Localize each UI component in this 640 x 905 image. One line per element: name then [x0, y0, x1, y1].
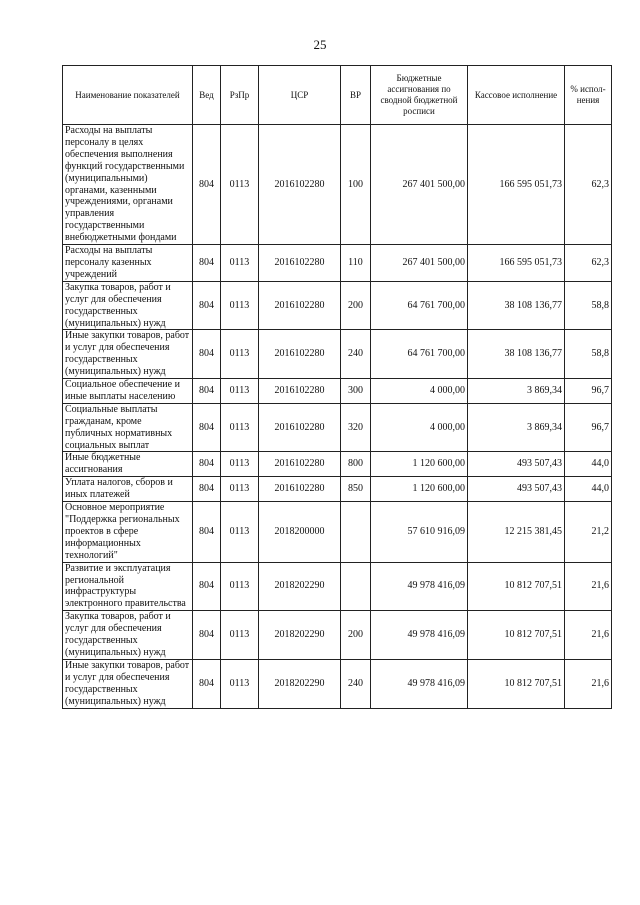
row-plan: 1 120 600,00: [371, 452, 468, 477]
table-row: [63, 125, 612, 245]
budget-execution-table: [62, 65, 612, 709]
header-name: Наименование показателей: [63, 66, 193, 125]
table-row: [63, 452, 612, 477]
row-ved: 804: [193, 452, 221, 477]
row-rzpr: 0113: [221, 330, 259, 379]
table-row: [63, 611, 612, 660]
row-csr: 2016102280: [259, 281, 341, 330]
row-plan: 267 401 500,00: [371, 125, 468, 245]
row-vr: 300: [341, 379, 371, 404]
row-rzpr: 0113: [221, 403, 259, 452]
row-rzpr: 0113: [221, 477, 259, 502]
row-name: Основное мероприятие "Поддержка региональных проектов в сфере информационных технологий": [63, 502, 193, 563]
row-plan: 4 000,00: [371, 379, 468, 404]
row-rzpr: 0113: [221, 379, 259, 404]
row-pct: 62,3: [565, 125, 612, 245]
row-exec: 493 507,43: [468, 477, 565, 502]
row-pct: 44,0: [565, 477, 612, 502]
row-exec: 166 595 051,73: [468, 125, 565, 245]
row-plan: 64 761 700,00: [371, 330, 468, 379]
row-rzpr: 0113: [221, 452, 259, 477]
row-plan: 1 120 600,00: [371, 477, 468, 502]
header-pct: % испол-нения: [565, 66, 612, 125]
row-vr: 200: [341, 611, 371, 660]
row-vr: 850: [341, 477, 371, 502]
row-name: Социальные выплаты гражданам, кроме публичных нормативных социальных выплат: [63, 403, 193, 452]
table-row: [63, 403, 612, 452]
table-row: [63, 562, 612, 611]
row-rzpr: 0113: [221, 502, 259, 563]
table-row: [63, 659, 612, 708]
row-csr: 2018202290: [259, 611, 341, 660]
row-csr: 2018200000: [259, 502, 341, 563]
row-pct: 96,7: [565, 379, 612, 404]
row-plan: 49 978 416,09: [371, 611, 468, 660]
row-rzpr: 0113: [221, 245, 259, 282]
row-exec: 3 869,34: [468, 379, 565, 404]
row-exec: 10 812 707,51: [468, 562, 565, 611]
row-pct: 21,2: [565, 502, 612, 563]
row-exec: 38 108 136,77: [468, 330, 565, 379]
row-csr: 2016102280: [259, 245, 341, 282]
row-exec: 10 812 707,51: [468, 611, 565, 660]
row-vr: 100: [341, 125, 371, 245]
row-csr: 2016102280: [259, 379, 341, 404]
row-csr: 2016102280: [259, 403, 341, 452]
row-exec: 12 215 381,45: [468, 502, 565, 563]
row-name: Развитие и эксплуатация региональной инфраструктуры электронного правительства: [63, 562, 193, 611]
row-plan: 49 978 416,09: [371, 659, 468, 708]
row-vr: 200: [341, 281, 371, 330]
row-exec: 493 507,43: [468, 452, 565, 477]
row-vr: 320: [341, 403, 371, 452]
table-row: [63, 281, 612, 330]
row-plan: 4 000,00: [371, 403, 468, 452]
row-plan: 49 978 416,09: [371, 562, 468, 611]
row-vr: [341, 562, 371, 611]
row-exec: 3 869,34: [468, 403, 565, 452]
row-exec: 10 812 707,51: [468, 659, 565, 708]
row-ved: 804: [193, 659, 221, 708]
row-ved: 804: [193, 330, 221, 379]
table-row: [63, 379, 612, 404]
row-rzpr: 0113: [221, 281, 259, 330]
header-rzpr: РзПр: [221, 66, 259, 125]
row-pct: 62,3: [565, 245, 612, 282]
row-pct: 21,6: [565, 659, 612, 708]
row-name: Иные закупки товаров, работ и услуг для обеспечения государственных (муниципальных) нужд: [63, 330, 193, 379]
header-plan: Бюджетные ассигнования по сводной бюджетной росписи: [371, 66, 468, 125]
row-ved: 804: [193, 125, 221, 245]
row-ved: 804: [193, 245, 221, 282]
row-name: Иные закупки товаров, работ и услуг для обеспечения государственных (муниципальных) нужд: [63, 659, 193, 708]
row-exec: 38 108 136,77: [468, 281, 565, 330]
row-vr: 240: [341, 330, 371, 379]
header-row: [63, 66, 612, 125]
row-rzpr: 0113: [221, 659, 259, 708]
row-name: Закупка товаров, работ и услуг для обеспечения государственных (муниципальных) нужд: [63, 281, 193, 330]
row-exec: 166 595 051,73: [468, 245, 565, 282]
row-ved: 804: [193, 562, 221, 611]
row-plan: 57 610 916,09: [371, 502, 468, 563]
row-csr: 2018202290: [259, 659, 341, 708]
row-rzpr: 0113: [221, 611, 259, 660]
table-header: [63, 66, 612, 125]
table-body: [63, 125, 612, 709]
row-name: Иные бюджетные ассигнования: [63, 452, 193, 477]
table-row: [63, 477, 612, 502]
row-plan: 267 401 500,00: [371, 245, 468, 282]
row-pct: 58,8: [565, 281, 612, 330]
row-csr: 2016102280: [259, 125, 341, 245]
row-ved: 804: [193, 502, 221, 563]
row-pct: 21,6: [565, 562, 612, 611]
row-csr: 2016102280: [259, 330, 341, 379]
row-name: Закупка товаров, работ и услуг для обеспечения государственных (муниципальных) нужд: [63, 611, 193, 660]
row-csr: 2016102280: [259, 477, 341, 502]
header-vr: ВР: [341, 66, 371, 125]
row-ved: 804: [193, 403, 221, 452]
row-ved: 804: [193, 379, 221, 404]
row-plan: 64 761 700,00: [371, 281, 468, 330]
row-pct: 58,8: [565, 330, 612, 379]
table-row: [63, 245, 612, 282]
row-ved: 804: [193, 281, 221, 330]
row-ved: 804: [193, 611, 221, 660]
row-vr: [341, 502, 371, 563]
row-csr: 2018202290: [259, 562, 341, 611]
header-exec: Кассовое исполнение: [468, 66, 565, 125]
row-vr: 240: [341, 659, 371, 708]
table-row: [63, 330, 612, 379]
header-ved: Вед: [193, 66, 221, 125]
row-name: Расходы на выплаты персоналу казенных учреждений: [63, 245, 193, 282]
row-pct: 44,0: [565, 452, 612, 477]
page-number: 25: [313, 37, 327, 52]
row-ved: 804: [193, 477, 221, 502]
row-vr: 110: [341, 245, 371, 282]
row-pct: 96,7: [565, 403, 612, 452]
row-name: Уплата налогов, сборов и иных платежей: [63, 477, 193, 502]
row-rzpr: 0113: [221, 562, 259, 611]
row-vr: 800: [341, 452, 371, 477]
row-pct: 21,6: [565, 611, 612, 660]
row-rzpr: 0113: [221, 125, 259, 245]
table-row: [63, 502, 612, 563]
header-csr: ЦСР: [259, 66, 341, 125]
row-csr: 2016102280: [259, 452, 341, 477]
row-name: Расходы на выплаты персоналу в целях обеспечения выполнения функций государственными (муниципальными) органами, казенными учреждениями, органами управления государственными внебюджетными фондами: [63, 125, 193, 245]
row-name: Социальное обеспечение и иные выплаты населению: [63, 379, 193, 404]
